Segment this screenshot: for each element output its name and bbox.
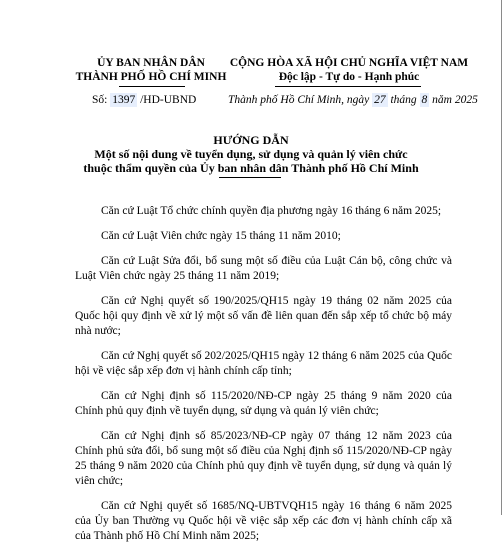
motto-underline bbox=[275, 86, 421, 87]
issuing-agency-line2: THÀNH PHỐ HỒ CHÍ MINH bbox=[75, 71, 227, 83]
date-year: năm 2025 bbox=[429, 94, 478, 106]
issuing-agency-line1: ỦY BAN NHÂN DÂN bbox=[97, 57, 205, 69]
national-motto bbox=[205, 56, 493, 84]
legal-basis-paragraph: Căn cứ Nghị quyết số 1685/NQ-UBTVQH15 ngày 16 tháng 6 năm 2025 của Ủy ban Thường vụ Quốc hội về việc sắp xếp các đơn vị hành chính cấp xã của Thành phố Hồ Chí Minh năm 2025; bbox=[75, 500, 452, 542]
document-number-suffix: /HD-UBND bbox=[137, 94, 197, 106]
national-motto-line1: CỘNG HÒA XÃ HỘI CHỦ NGHĨA VIỆT NAM bbox=[229, 57, 469, 69]
document-number bbox=[92, 93, 196, 107]
legal-basis-paragraph: Căn cứ Nghị định số 85/2023/NĐ-CP ngày 07 tháng 12 năm 2023 của Chính phủ sửa đổi, bổ sung một số điều của Nghị định số 115/2020/NĐ-CP ngày 25 tháng 9 năm 2020 của Chính phủ quy định về tuyển dụng, sử dụng và quản lý viên chức; bbox=[75, 430, 452, 487]
document-subtitle-line2: thuộc thẩm quyền của Ủy ban nhân dân Thành phố Hồ Chí Minh bbox=[83, 161, 419, 175]
legal-basis-paragraph: Căn cứ Nghị quyết số 190/2025/QH15 ngày 19 tháng 02 năm 2025 của Quốc hội quy định về xử lý một số vấn đề liên quan đến sắp xếp tổ chức bộ máy nhà nước; bbox=[75, 295, 452, 337]
legal-basis-paragraph: Căn cứ Luật Sửa đổi, bổ sung một số điều của Luật Cán bộ, công chức và Luật Viên chức ngày 25 tháng 11 năm 2019; bbox=[75, 255, 452, 282]
legal-basis-paragraph: Căn cứ Nghị quyết số 202/2025/QH15 ngày 12 tháng 6 năm 2025 của Quốc hội về việc sắp xếp đơn vị hành chính cấp tỉnh; bbox=[75, 350, 452, 377]
place-and-date bbox=[228, 93, 478, 107]
agency-underline bbox=[119, 86, 185, 87]
document-number-prefix: Số: bbox=[92, 94, 111, 106]
document-body bbox=[75, 204, 452, 554]
national-motto-line2: Độc lập - Tự do - Hạnh phúc bbox=[278, 71, 420, 83]
date-day: 27 bbox=[374, 94, 386, 106]
document-number-value: 1397 bbox=[112, 94, 136, 106]
month-word: tháng bbox=[387, 94, 420, 106]
document-subtitle bbox=[0, 147, 502, 175]
document-header bbox=[0, 56, 502, 96]
subtitle-underline bbox=[219, 177, 281, 178]
legal-basis-paragraph: Căn cứ Luật Viên chức ngày 15 tháng 11 năm 2010; bbox=[101, 230, 341, 242]
date-month: 8 bbox=[421, 94, 428, 106]
document-title: HƯỚNG DẪN bbox=[213, 133, 289, 147]
legal-basis-paragraph: Căn cứ Luật Tổ chức chính quyền địa phương ngày 16 tháng 6 năm 2025; bbox=[101, 205, 442, 217]
place-text: Thành phố Hồ Chí Minh, ngày bbox=[228, 94, 373, 106]
legal-basis-paragraph: Căn cứ Nghị định số 115/2020/NĐ-CP ngày 25 tháng 9 năm 2020 của Chính phủ quy định về tuyển dụng, sử dụng và quản lý viên chức; bbox=[75, 390, 452, 417]
document-subtitle-line1: Một số nội dung về tuyển dụng, sử dụng và quản lý viên chức bbox=[94, 147, 408, 161]
